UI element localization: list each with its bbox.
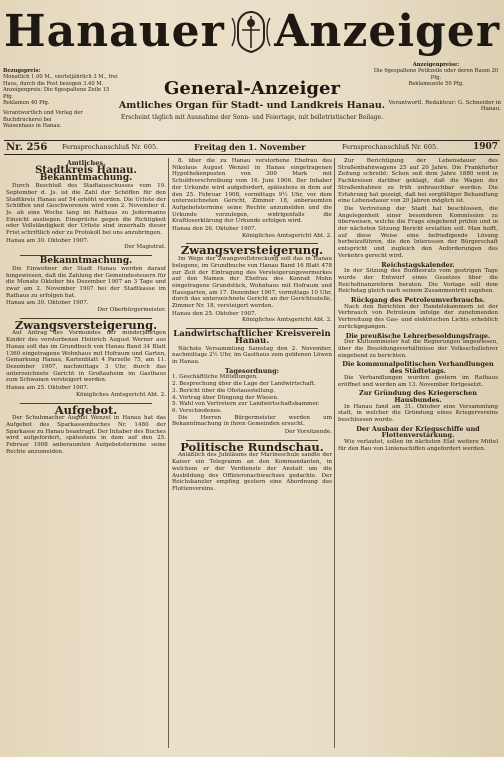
list-item: 3. Bericht über die Obstausstellung.	[172, 387, 275, 394]
article-body: Wie verlautet, sollen im nächsten Etat weitere Mittel für den Bau von Linienschiffen angefordert werden.	[338, 439, 498, 452]
notice-date: Hanau am 30. Oktober 1907.	[6, 300, 89, 307]
right-line: Reklamezeile 50 Pfg.	[408, 81, 464, 88]
agenda-heading: Tagesordnung:	[224, 366, 280, 375]
left-line: Verantwortlich und Verlag der Buchdruckerei bei	[3, 110, 83, 123]
issue-year: 1907	[472, 142, 498, 152]
notice-body: Die Einwohner der Stadt Hanau werden darauf hingewiesen, daß die Zahlung der Gemeindesteuern für die Monate Oktober bis Dezember 1907 an 3 Tage und zwar am 2. November 1907 bei der Stadtkasse im Rathaus zu erfolgen hat.	[6, 265, 166, 299]
article-body: In der Sitzung des Bundesrats vom gestrigen Tage wurde der Entwurf eines Gesetzes über die Reichsfinanzreform beraten. Die Vorlage soll dem Reichstag gleich nach seinem Zusammentritt zugehen.	[338, 268, 498, 295]
left-line: Monatlich 1.00 M., vierteljährlich 3 M., frei	[3, 74, 118, 81]
article-body: Die Vertretung der Stadt hat beschlossen, die Angelegenheit einer besonderen Kommission zu überweisen, welche die Frage eingehend prüfen und in der nächsten Sitzung Bericht erstatten soll. Man hofft, auf diese Weise eine befriedigende Lösung herbeizuführen, die den Interessen der Bürgerschaft entspricht und zugleich den Anforderungen des Verkehrs gerecht wird.	[338, 205, 498, 259]
issue-number: Nr. 256	[6, 142, 48, 153]
notice-body: 8. über die zu Hanau verstorbene Ehefrau des Nikolaus August Wenzel in Hanau eingetragenen Hypothekenposten von 300 Mark mit Schuldverschreibung vom 16. Juni 1906. Der Inhaber der Urkunde wird aufgefordert, spätestens in dem auf den 25. Februar 1908, vormittags 9½ Uhr, vor dem unterzeichneten Gericht, Zimmer 18, anberaumten Aufgebotstermine seine Rechte anzumelden und die Urkunde vorzulegen, widrigenfalls die Kraftloserklärung der Urkunde erfolgen wird.	[172, 158, 332, 225]
article-body: Anläßlich des Jubiläums der Marineschule sandte der Kaiser ein Telegramm an den Kommandanten, in welchem er der Verdienste der Anstalt um die Ausbildung des Offiziersnachwuchses gedachte. Der Reichskanzler empfing gestern eine Abordnung des Flottenvereins.	[172, 452, 332, 492]
notice-body: Durch Beschluß des Stadtausschusses vom 19. September d. Js. ist die Zahl der Schöffen für den Stadtkreis Hanau auf 54 erhöht worden. Die Urliste der Schöffen und Geschworenen wird vom 2. November d. Js. ab eine Woche lang im Rathaus zu Jedermanns Einsicht ausliegen. Einsprüche gegen die Richtigkeit oder Vollständigkeit der Urliste sind innerhalb dieser Frist schriftlich oder zu Protokoll bei uns anzubringen.	[6, 183, 166, 237]
notice-date: Hanau den 25. Oktober 1907.	[172, 310, 257, 317]
notice-body: Im Wege der Zwangsvollstreckung soll das in Hanau belegene, im Grundbuche von Hanau Band 16 Blatt 478 zur Zeit der Eintragung des Versteigerungsvermerkes auf den Namen der Ehefrau des Konrad Mohn eingetragene Grundstück, Wohnhaus mit Hofraum und Hausgarten, am 17. Dezember 1907, vormittags 10 Uhr, durch das unterzeichnete Gericht an der Gerichtsstelle, Zimmer Nr. 18, versteigert werden.	[172, 256, 332, 310]
notice-title: Zwangsversteigerung.	[180, 243, 324, 258]
article-body: Nach den Berichten der Handelskammern ist der Verbrauch von Petroleum infolge der zunehmenden Verbreitung des Gas- und elektrischen Lichts erheblich zurückgegangen.	[338, 303, 498, 330]
article-heading: Die preußische Lehrerbesoldungsfrage.	[345, 331, 491, 340]
article-heading: Der Ausbau der Kriegsschiffe und Flottenverstärkung.	[356, 424, 480, 440]
list-item: 2. Besprechung über die Lage der Landwirtschaft.	[172, 381, 316, 388]
notice-body: Auf Antrag des Vormundes der minderjährigen Kinder des verstorbenen Heinrich August Werner aus Hanau soll das im Grundbuch von Hanau Band 34 Blatt 1360 eingetragene Wohnhaus mit Hofraum und Garten, Gemarkung Hanau, Kartenblatt 4 Parzelle 75, am 11. Dezember 1907, nachmittags 3 Uhr, durch das unterzeichnete Gericht in Großauheim im Gasthaus zum Schwanen versteigert werden.	[6, 330, 166, 384]
left-line: Bezugspreis:	[3, 68, 41, 74]
article-heading: Reichstagskalender.	[381, 260, 455, 269]
masthead	[0, 0, 504, 153]
notice-body: Der Schuhmacher August Wenzel in Hanau hat das Aufgebot des Sparkassenbuches Nr. 1480 der Sparkasse zu Hanau beantragt. Der Inhaber des Buches wird aufgefordert, spätestens in dem auf den 25. Februar 1908 anberaumten Aufgebotstermine seine Rechte anzumelden.	[6, 415, 166, 455]
notice-title: Zwangsversteigerung.	[14, 317, 158, 332]
article-body: Der Kultusminister hat die Regierungen angewiesen, über die Besoldungsverhältnisse der Volksschullehrer eingehend zu berichten.	[338, 339, 498, 359]
article-body: In Hanau fand am 31. Oktober eine Versammlung statt, in welcher die Gründung eines Kriegervereins beschlossen wurde.	[338, 403, 498, 424]
subtitle: General-Anzeiger	[164, 78, 340, 99]
list-item: 5. Wahl von Vertretern zur Landwirtschaftskammer.	[172, 401, 320, 408]
column-rule	[168, 158, 169, 748]
notice-signature: Königliches Amtsgericht Abt. 2.	[242, 317, 332, 324]
notice-signature: Der Oberbürgermeister.	[97, 307, 166, 314]
list-item: 4. Vortrag über Düngung der Wiesen.	[172, 394, 279, 401]
article-body: Die Verhandlungen wurden gestern im Rathaus eröffnet und werden am 13. November fortgesetzt.	[338, 374, 498, 388]
notice-body: Nächste Versammlung Samstag den 2. November, nachmittags 2½ Uhr, im Gasthaus zum goldenen Löwen in Hanau.	[172, 345, 332, 365]
right-line: Anzeigenpreise:	[412, 62, 460, 68]
dateline	[4, 140, 500, 155]
agenda-list	[172, 374, 332, 414]
right-line: Die 6gespaltene Petitzeile oder deren Raum 20 Pfg.	[373, 68, 499, 81]
notice-signature: Der Vorsitzende.	[284, 429, 332, 436]
notice-title: Aufgebot.	[54, 402, 118, 417]
title-left: Hanauer	[4, 6, 225, 57]
column-1	[6, 158, 166, 748]
article-heading: Zur Gründung des Kriegerschen Hausbundes.	[359, 389, 477, 404]
notice-title: Bekanntmachung.	[39, 173, 133, 184]
article-heading: Die kommunalpolitischen Verhandlungen des Städtetags.	[342, 360, 494, 376]
column-rule	[334, 158, 335, 748]
article-heading: Rückgang des Petroleumverbrauchs.	[350, 296, 486, 305]
tagline: Amtliches Organ für Stadt- und Landkreis Hanau.	[118, 100, 386, 111]
phone-right: Fernsprechanschluß Nr. 605.	[342, 143, 439, 151]
crest-icon	[226, 8, 276, 54]
left-line: Anzeigenpreis: Die 6gespaltene Zeile 15 Pfg.	[3, 87, 110, 100]
left-line: Haus, durch die Post bezogen 3.40 M.	[3, 80, 104, 87]
notice-signature: Der Magistrat.	[124, 244, 166, 251]
issue-date: Freitag den 1. November	[194, 142, 306, 152]
section-heading: Politische Rundschau.	[180, 439, 324, 454]
notice-body: Die Herren Bürgermeister werden um Bekanntmachung in ihren Gemeinden ersucht.	[172, 414, 332, 428]
notice-title: Bekanntmachung.	[39, 256, 133, 267]
left-line: Waisenhaus in Hanau.	[3, 123, 62, 130]
notice-date: Hanau am 25. Oktober 1907.	[6, 385, 89, 392]
column-3	[338, 158, 498, 748]
left-line: Reklamen 40 Pfg.	[3, 100, 50, 107]
title-right: Anzeiger	[274, 6, 500, 57]
phone-left: Fernsprechanschluß Nr. 605.	[62, 143, 159, 151]
notice-title: Landwirtschaftlicher Kreisverein Hanau.	[173, 329, 331, 346]
notice-date: Hanau den 26. Oktober 1907.	[172, 226, 257, 233]
notice-date: Hanau am 30. Oktober 1907.	[6, 237, 89, 244]
notice-signature: Königliches Amtsgericht Abt. 2.	[242, 232, 332, 239]
list-item: 6. Verschiedenes.	[172, 407, 222, 414]
list-item: 1. Geschäftliche Mitteilungen.	[172, 374, 258, 381]
editor-line: Verantwortl. Redakteur: G. Schneider in Hanau.	[388, 99, 501, 113]
section-heading: Stadtkreis Hanau.	[35, 164, 137, 176]
subline: Erscheint täglich mit Ausnahme der Sonn- und Feiertage, mit belletristischer Beilage.	[120, 114, 384, 121]
column-2	[172, 158, 332, 748]
article-body: Zur Berichtigung der Lebensdauer des Straßenbahnwagens 25 auf 20 Jahre. Die Frankfurter Zeitung schreibt: Schon seit dem Jahre 1880 wird in Fachkreisen darüber geklagt, daß die Wagen der Straßenbahnen zu früh unbrauchbar werden. Die Erfahrung hat gezeigt, daß bei sorgfältiger Behandlung eine Lebensdauer von 20 Jahren möglich ist.	[338, 158, 498, 205]
notice-signature: Königliches Amtsgericht Abt. 2.	[76, 391, 166, 398]
section-label: Amtliches.	[66, 159, 106, 167]
